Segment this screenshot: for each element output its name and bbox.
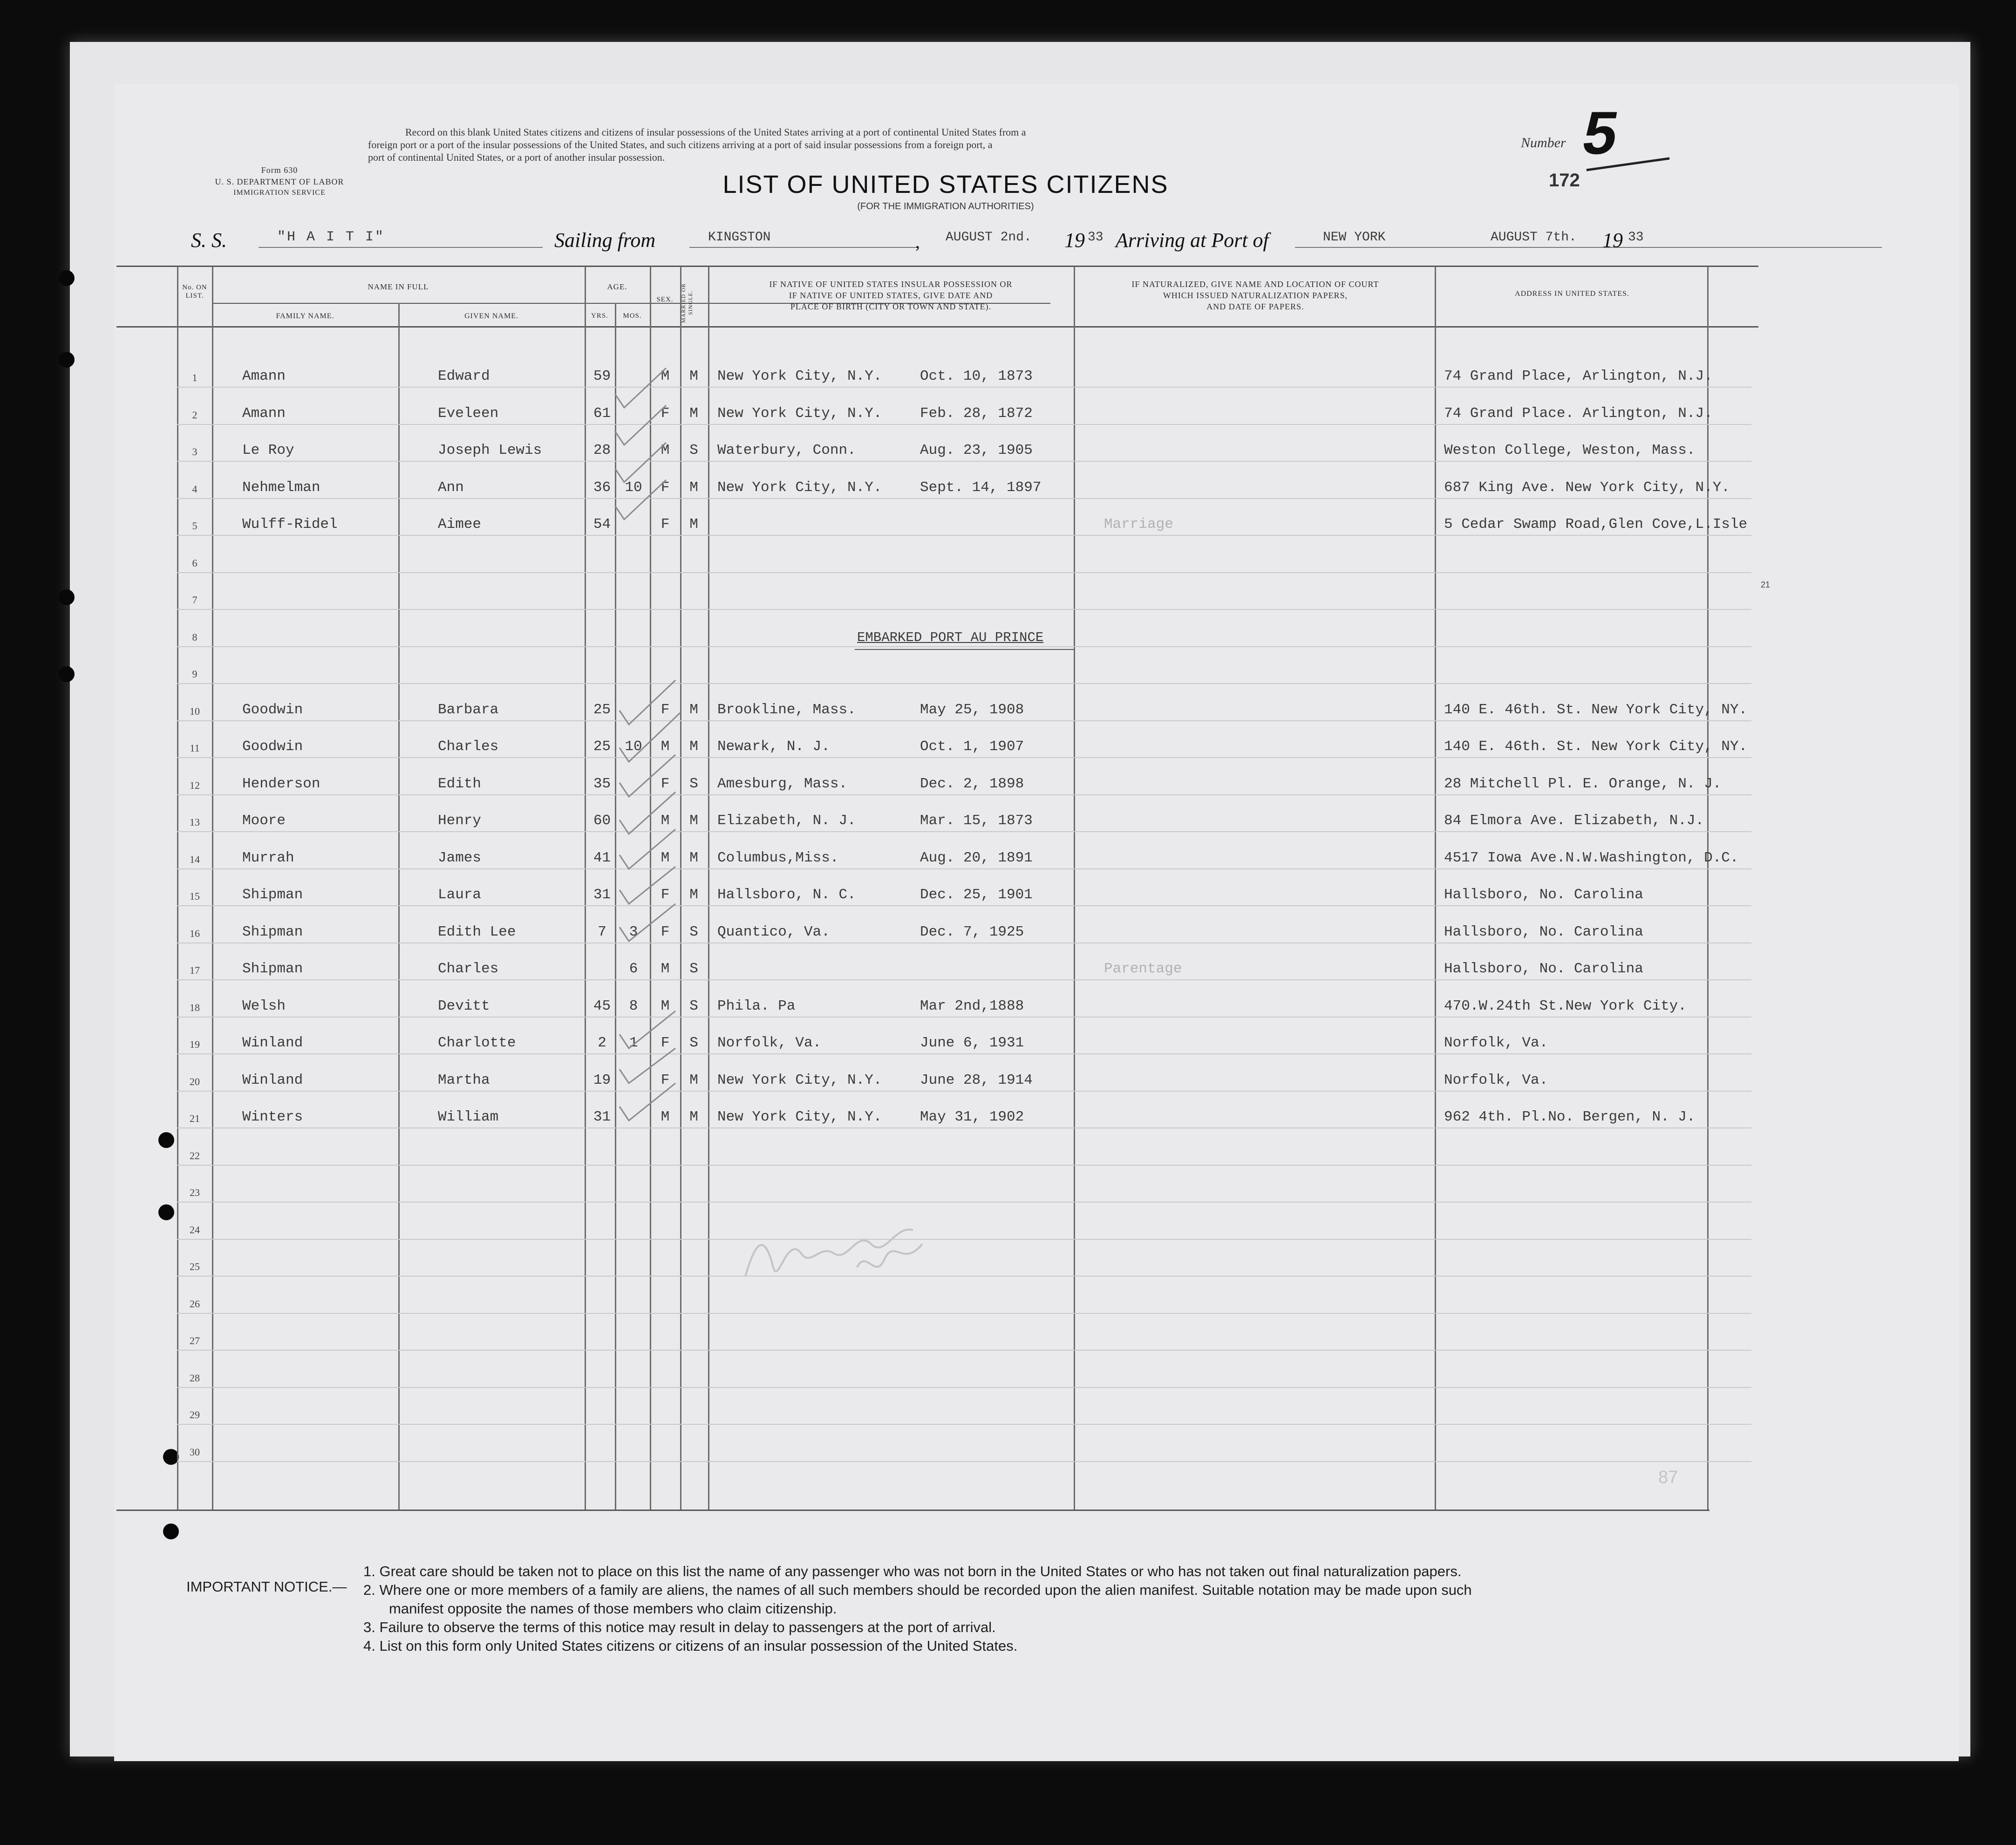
cell-sex: M [661,442,670,458]
cell-address: 74 Grand Place. Arlington, N.J. [1444,405,1713,422]
header-married-single: MARRIED OR SINGLE. [680,283,694,323]
row-number: 26 [190,1298,200,1310]
cell-place: Brookline, Mass. [717,701,856,718]
header-given-name: GIVEN NAME. [464,312,518,320]
cell-ms: S [689,442,698,458]
cell-mos: 3 [629,923,638,940]
checkmark [620,792,675,834]
instruction-line: foreign port or a port of the insular possessions of the United States, and such citizens arriving at a port of said insular possessions from a foreign port, a [368,139,993,150]
comma: , [915,231,920,252]
cell-date: Oct. 1, 1907 [920,738,1024,755]
row-rule [177,1017,1751,1018]
row-number: 8 [192,631,198,643]
cell-address: 470.W.24th St.New York City. [1444,998,1687,1014]
cell-given: Henry [438,813,482,829]
instructions [368,126,1486,164]
cell-family: Henderson [242,775,320,792]
row-rule [177,1053,1751,1054]
row-number: 23 [190,1187,200,1198]
cell-yrs: 60 [593,813,611,829]
cell-ms: S [689,1035,698,1051]
cell-ms: M [689,516,698,533]
cell-address: Hallsboro, No. Carolina [1444,961,1643,977]
binder-hole [158,1204,174,1220]
header-nat-line: WHICH ISSUED NATURALIZATION PAPERS, [1163,291,1348,300]
instruction-line: Record on this blank United States citizens and citizens of insular possessions of the United States arriving at a port of continental United States from a [405,126,1026,138]
cell-nat: Parentage [1104,961,1182,977]
ship-underline [259,247,543,248]
row-rule [177,646,1751,647]
cell-ms: M [689,405,698,422]
form-number: Form 630 [261,165,298,175]
row-rule [177,683,1751,684]
row-number: 14 [190,853,200,865]
cell-family: Wulff-Ridel [242,516,338,533]
checkmark [615,480,666,519]
cell-given: Charlotte [438,1035,516,1051]
department-name: U. S. DEPARTMENT OF LABOR [215,177,344,186]
header-birth-line: PLACE OF BIRTH (CITY OR TOWN AND STATE). [790,302,992,311]
row-number: 9 [192,668,198,680]
cell-ms: M [689,1072,698,1088]
header-birth-line: IF NATIVE OF UNITED STATES, GIVE DATE AND [789,291,993,300]
pencil-checkmarks [606,359,708,1141]
cell-address: 74 Grand Place, Arlington, N.J. [1444,368,1713,384]
row-rule [177,1350,1751,1351]
cell-place: Elizabeth, N. J. [717,813,856,829]
row-rule [177,498,1751,499]
cell-yrs: 25 [593,701,611,718]
row-rule [177,1091,1751,1092]
row-number: 16 [190,927,200,939]
cell-yrs: 36 [593,479,611,496]
row-number: 17 [190,964,200,976]
checkmark [620,1011,675,1048]
cell-address: Weston College, Weston, Mass. [1444,442,1696,458]
corner-pencil-mark: 87 [1658,1468,1678,1487]
cell-address: 28 Mitchell Pl. E. Orange, N. J. [1444,775,1722,792]
row-number: 19 [190,1039,200,1050]
cell-place: Newark, N. J. [717,738,830,755]
header-family-name: FAMILY NAME. [276,312,334,320]
cell-address: 140 E. 46th. St. New York City, NY. [1444,701,1748,718]
cell-date: Oct. 10, 1873 [920,368,1033,384]
cell-date: June 28, 1914 [920,1072,1033,1088]
cell-given: Eveleen [438,405,499,422]
binder-hole [59,666,75,682]
cell-mos: 10 [625,738,642,755]
cell-given: Barbara [438,701,499,718]
cell-yrs: 35 [593,775,611,792]
row-number: 11 [190,742,200,754]
cell-place: Amesburg, Mass. [717,775,848,792]
row-rule [177,1424,1751,1425]
column-divider [177,266,178,1510]
cell-sex: M [661,961,670,977]
cell-given: Edith [438,775,482,792]
cell-ms: M [689,887,698,903]
header-birth [710,279,1071,312]
cell-sex: F [661,775,670,792]
cell-sex: F [661,887,670,903]
row-rule [177,424,1751,425]
cell-mos: 1 [629,1035,638,1051]
checkmark [615,368,666,408]
cell-given: Laura [438,887,482,903]
notice-item-4: 4. List on this form only United States citizens or citizens of an insular possession of the United States. [363,1638,1018,1654]
column-divider [1074,266,1075,1510]
cell-address: Hallsboro, No. Carolina [1444,887,1643,903]
cell-sex: F [661,516,670,533]
cell-ms: S [689,998,698,1014]
cell-place: Norfolk, Va. [717,1035,822,1051]
cell-ms: M [689,479,698,496]
cell-sex: F [661,479,670,496]
sail-date: AUGUST 2nd. [946,230,1032,245]
cell-address: 962 4th. Pl.No. Bergen, N. J. [1444,1109,1696,1125]
row-rule [177,831,1751,832]
row-rule [177,757,1751,758]
checkmark [620,829,675,869]
cell-yrs: 28 [593,442,611,458]
cell-family: Le Roy [242,442,294,458]
header-yrs: YRS. [591,312,608,320]
page-stamp: 172 [1549,170,1580,191]
binder-hole [59,352,75,368]
row-number: 21 [190,1113,200,1124]
cell-family: Amann [242,368,286,384]
embarked-note: EMBARKED PORT AU PRINCE [857,630,1044,645]
row-rule [177,1461,1751,1462]
row-number: 13 [190,816,200,828]
sailing-label: Sailing from [554,229,656,252]
row-number: 5 [192,520,198,532]
row-number: 22 [190,1149,200,1162]
cell-sex: M [661,813,670,829]
cell-family: Shipman [242,887,303,903]
cell-family: Winters [242,1109,303,1125]
notice-item-2: 2. Where one or more members of a family are aliens, the names of all such members should be recorded upon the alien manifest. Suitable notation may be made upon such [363,1582,1472,1598]
notice-item-3: 3. Failure to observe the terms of this notice may result in delay to passengers at the port of arrival. [363,1619,996,1635]
cell-family: Moore [242,813,286,829]
number-label: Number [1521,135,1566,150]
checkmark [620,867,675,904]
cell-sex: F [661,405,670,422]
cell-address: 4517 Iowa Ave.N.W.Washington, D.C. [1444,849,1739,866]
cell-place: New York City, N.Y. [717,479,882,496]
cell-yrs: 54 [593,516,611,533]
table-bottom-rule [116,1510,1710,1511]
cell-ms: M [689,1109,698,1125]
cell-sex: F [661,1072,670,1088]
cell-given: Edith Lee [438,923,516,940]
cell-family: Welsh [242,998,286,1014]
row-rule [177,572,1751,573]
cell-date: Aug. 23, 1905 [920,442,1033,458]
cell-place: Quantico, Va. [717,923,830,940]
row-number: 28 [190,1372,200,1384]
row-number: 7 [192,594,198,606]
notice-label: IMPORTANT NOTICE.— [186,1578,347,1595]
header-mos: MOS. [623,312,642,320]
row-rule [177,535,1751,536]
cell-place: Phila. Pa [717,998,796,1014]
header-sex: SEX. [656,296,674,303]
row-number: 18 [190,1001,200,1013]
from-port: KINGSTON [708,230,771,245]
header-no: No. ON LIST. [182,284,207,300]
cell-given: Devitt [438,998,490,1014]
cell-yrs: 31 [593,1109,611,1125]
cell-date: Aug. 20, 1891 [920,849,1033,866]
row-rule [177,905,1751,906]
cell-ms: M [689,813,698,829]
row-number: 30 [190,1446,200,1458]
cell-address: 687 King Ave. New York City, N.Y. [1444,479,1730,496]
checkmark [620,713,680,762]
cell-given: Charles [438,961,499,977]
row-number: 2 [192,409,198,421]
cell-sex: M [661,738,670,755]
cell-yrs: 41 [593,849,611,866]
row-number: 29 [190,1409,200,1421]
cell-family: Nehmelman [242,479,320,496]
binder-hole [163,1524,179,1539]
row-rule [177,1387,1751,1388]
cell-given: Joseph Lewis [438,442,542,458]
row-rule [177,1276,1751,1277]
cell-address: 140 E. 46th. St. New York City, NY. [1444,738,1748,755]
cell-yrs: 59 [593,368,611,384]
cell-place: New York City, N.Y. [717,368,882,384]
cell-date: Dec. 7, 1925 [920,923,1024,940]
binder-hole [158,1132,174,1148]
row-rule [177,387,1751,388]
cell-sex: M [661,1109,670,1125]
row-rule [177,1202,1751,1203]
checkmark [620,904,675,941]
cell-date: Dec. 2, 1898 [920,775,1024,792]
embarked-rule [855,649,1074,650]
header-nat-line: AND DATE OF PAPERS. [1206,302,1304,311]
cell-given: Aimee [438,516,482,533]
service-name: IMMIGRATION SERVICE [233,189,326,197]
cell-date: Mar 2nd,1888 [920,998,1024,1014]
header-naturalization [1076,279,1435,312]
row-rule [177,1239,1751,1240]
cell-place: New York City, N.Y. [717,405,882,422]
column-divider [1435,266,1436,1510]
cell-yrs: 7 [598,923,606,940]
cell-ms: M [689,701,698,718]
ship-name: "H A I T I" [277,229,385,245]
arrival-date: AUGUST 7th. [1491,230,1577,245]
cell-date: May 25, 1908 [920,701,1024,718]
cell-ms: S [689,923,698,940]
checkmark [615,405,666,445]
cell-place: Columbus,Miss. [717,849,839,866]
notice-item-2-cont: manifest opposite the names of those members who claim citizenship. [389,1600,837,1617]
cell-address: Norfolk, Va. [1444,1035,1548,1051]
header-nat-line: IF NATURALIZED, GIVE NAME AND LOCATION OF COURT [1131,280,1379,289]
cell-place: Waterbury, Conn. [717,442,856,458]
arriving-label: Arriving at Port of [1116,229,1269,252]
cell-family: Winland [242,1072,303,1088]
cell-family: Shipman [242,961,303,977]
cell-nat: Marriage [1104,516,1173,533]
cell-family: Winland [242,1035,303,1051]
cell-sex: F [661,701,670,718]
row-number: 27 [190,1335,200,1346]
cell-date: Mar. 15, 1873 [920,813,1033,829]
checkmark [620,1083,675,1121]
form-title: LIST OF UNITED STATES CITIZENS [722,171,1169,198]
cell-yrs: 2 [598,1035,606,1051]
row-number: 6 [192,557,198,569]
sail-year: 33 [1088,230,1103,245]
side-mark: 21 [1761,580,1771,589]
cell-sex: M [661,849,670,866]
checkmark [615,443,666,482]
header-age: AGE. [607,282,627,291]
handwritten-number: 5 [1578,99,1624,167]
cell-address: Norfolk, Va. [1444,1072,1548,1088]
cell-yrs: 31 [593,887,611,903]
arrival-year: 33 [1628,230,1644,245]
row-rule [177,868,1751,869]
cell-given: Charles [438,738,499,755]
binder-hole [163,1449,179,1465]
cell-ms: M [689,368,698,384]
header-address: ADDRESS IN UNITED STATES. [1515,290,1629,298]
year-prefix: 19 [1064,229,1085,252]
cell-ms: S [689,775,698,792]
cell-date: June 6, 1931 [920,1035,1024,1051]
cell-yrs: 45 [593,998,611,1014]
binder-hole [59,589,75,605]
row-rule [177,794,1751,795]
cell-address: 5 Cedar Swamp Road,Glen Cove,L.Isle [1444,516,1748,533]
header-birth-line: IF NATIVE OF UNITED STATES INSULAR POSSESSION OR [769,280,1013,289]
cell-family: Amann [242,405,286,422]
column-divider [398,303,400,1510]
row-number: 20 [190,1075,200,1087]
row-rule [177,609,1751,610]
column-divider [708,266,709,1510]
cell-sex: M [661,368,670,384]
row-rule [177,461,1751,462]
header-name-in-full: NAME IN FULL [368,282,429,291]
checkmark [620,680,675,724]
row-number: 1 [192,372,198,383]
from-underline [689,247,918,248]
cell-ms: M [689,738,698,755]
form-subtitle: (FOR THE IMMIGRATION AUTHORITIES) [857,201,1034,212]
column-divider [1707,266,1709,1510]
column-divider [212,266,213,1510]
cell-place: New York City, N.Y. [717,1109,882,1125]
column-divider [585,266,586,1510]
cell-address: Hallsboro, No. Carolina [1444,923,1643,940]
row-number: 15 [190,890,200,902]
cell-yrs: 19 [593,1072,611,1088]
row-rule [177,1313,1751,1314]
row-number: 3 [192,446,198,458]
checkmark [620,1048,675,1083]
cell-date: May 31, 1902 [920,1109,1024,1125]
cell-ms: S [689,961,698,977]
cell-family: Goodwin [242,738,303,755]
row-rule [177,720,1751,721]
instruction-line: port of continental United States, or a port of another insular possession. [368,151,665,163]
ss-label: S. S. [191,229,227,252]
cell-mos: 6 [629,961,638,977]
cell-family: Goodwin [242,701,303,718]
binder-hole [59,270,75,286]
cell-given: Ann [438,479,464,496]
row-number: 4 [192,483,198,495]
cell-yrs: 25 [593,738,611,755]
cell-place: New York City, N.Y. [717,1072,882,1088]
year-prefix-2: 19 [1602,229,1623,252]
cell-ms: M [689,849,698,866]
cell-given: James [438,849,482,866]
arrival-underline [1295,247,1882,248]
row-rule [177,1165,1751,1166]
cell-address: 84 Elmora Ave. Elizabeth, N.J. [1444,813,1704,829]
cell-sex: M [661,998,670,1014]
cell-family: Shipman [242,923,303,940]
notice-item-1: 1. Great care should be taken not to place on this list the name of any passenger who was not born in the United States or who has not taken out final naturalization papers. [363,1563,1462,1579]
arrival-port: NEW YORK [1323,230,1386,245]
cell-given: Edward [438,368,490,384]
cell-family: Murrah [242,849,294,866]
row-number: 10 [190,705,200,717]
row-number: 24 [190,1223,200,1236]
row-number: 12 [190,779,200,791]
cell-sex: F [661,923,670,940]
cell-sex: F [661,1035,670,1051]
cell-yrs: 61 [593,405,611,422]
cell-mos: 10 [625,479,642,496]
row-number: 25 [190,1261,200,1272]
cell-date: Feb. 28, 1872 [920,405,1033,422]
table-header-rule [116,326,1758,328]
cell-date: Dec. 25, 1901 [920,887,1033,903]
cell-given: Martha [438,1072,490,1088]
cell-date: Sept. 14, 1897 [920,479,1042,496]
cell-given: William [438,1109,499,1125]
table-top-rule [116,266,1758,267]
row-rule [177,979,1751,980]
pencil-scribble [736,1174,941,1314]
cell-place: Hallsboro, N. C. [717,887,856,903]
cell-mos: 8 [629,998,638,1014]
